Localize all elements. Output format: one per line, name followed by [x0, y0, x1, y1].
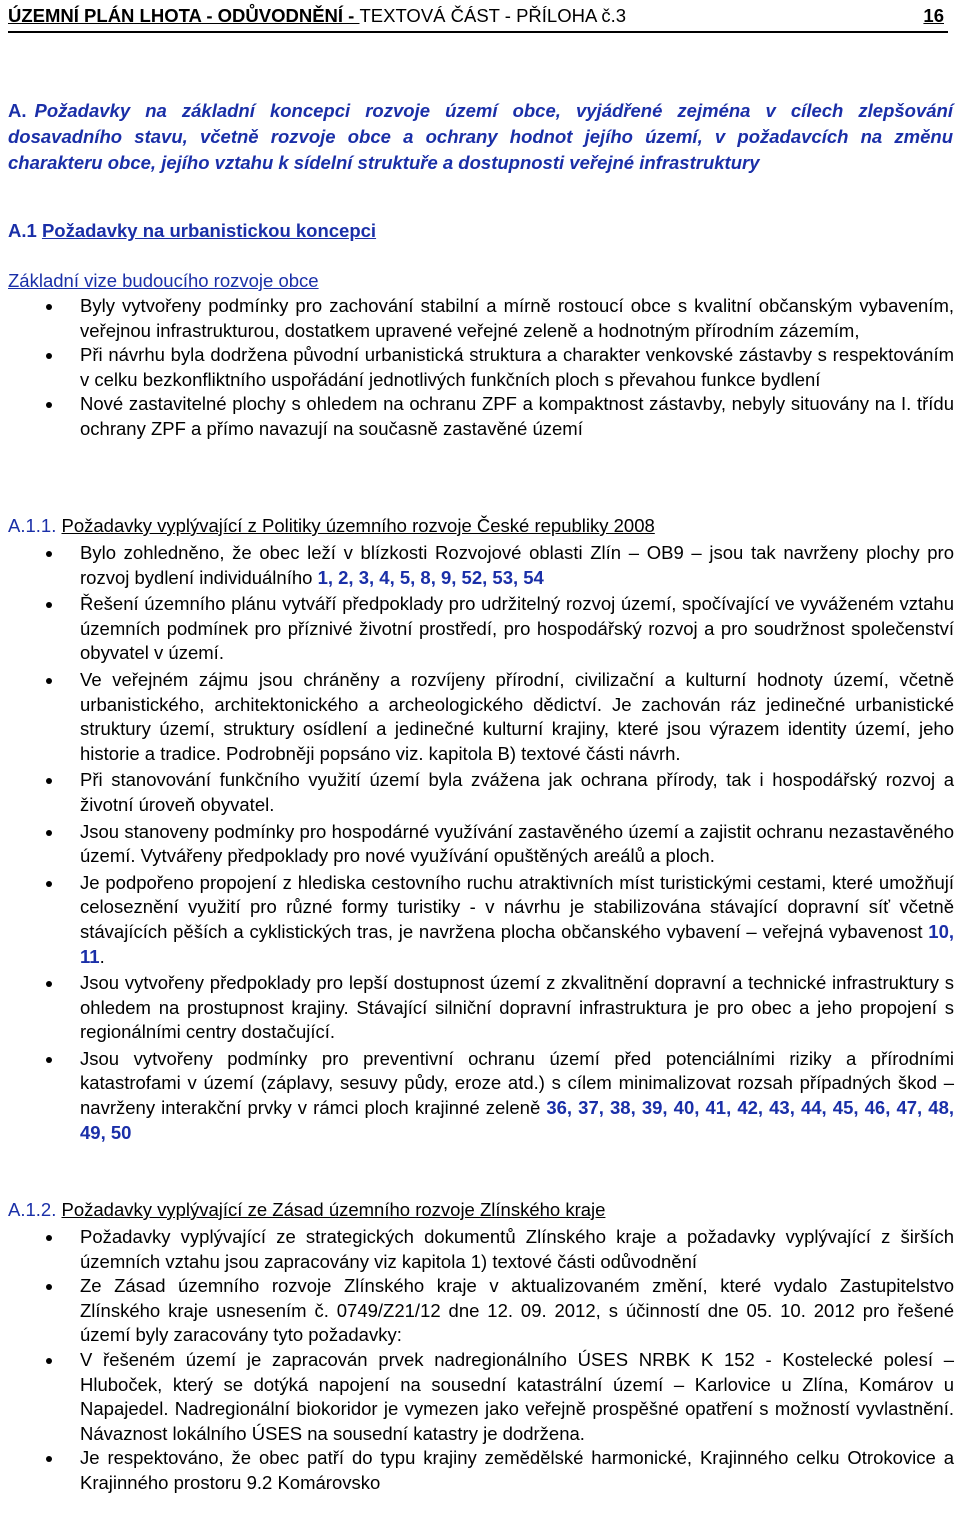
a12-list [8, 1225, 954, 1496]
page-header [8, 0, 948, 33]
list-item [8, 668, 954, 766]
section-a1-code: A.1 [8, 220, 42, 241]
list-item-text: Nové zastavitelné plochy s ohledem na ochranu ZPF a kompaktnost zástavby, nebyly situovány na I. třídu ochrany ZPF a přímo navazují na současně zastavěné území [80, 393, 954, 439]
list-item [8, 871, 954, 969]
vision-list [8, 294, 954, 442]
list-item [8, 1446, 954, 1495]
list-item [8, 541, 954, 590]
plot-refs: 36, 37, 38, 39, 40, 41, 42, 43, 44, 45, 46, 47, 48, 49, 50 [80, 1097, 955, 1143]
list-item-tail: . [99, 945, 105, 967]
list-item-text: Ve veřejném zájmu jsou chráněny a rozvíjeny přírodní, civilizační a kulturní hodnoty území, včetně urbanistického, architektonického a archeologického dědictví. Je zachován ráz jedinečné urbanistické struktury území, struktury osídlení a jedinečné kulturní krajiny, které jsou výrazem identity území, jeho historie a tradice. Podrobněji popsáno viz. kapitola B) textové části návrh. [80, 668, 954, 764]
bullet-icon [46, 551, 52, 557]
page-number: 16 [923, 5, 944, 26]
bullet-icon [46, 602, 52, 608]
header-title-bold: ÚZEMNÍ PLÁN LHOTA - ODŮVODNĚNÍ - [8, 5, 360, 26]
bullet-icon [46, 1456, 52, 1462]
list-item-text: Jsou vytvořeny předpoklady pro lepší dostupnost území z zkvalitnění dopravní a technické infrastruktury s ohledem na prostupnost krajiny. Stávající silniční dopravní infrastruktura je pro obec a jeho propojení s regionálními centry dostačující. [80, 972, 954, 1043]
section-a11-code: A.1.1. [8, 515, 62, 536]
section-a11-title: Požadavky vyplývající z Politiky územního rozvoje České republiky 2008 [61, 515, 655, 536]
list-item [8, 1348, 954, 1446]
plot-refs: 1, 2, 3, 4, 5, 8, 9, 52, 53, 54 [317, 566, 544, 588]
vision-title: Základní vize budoucího rozvoje obce [8, 270, 319, 291]
bullet-icon [46, 678, 52, 684]
section-a-title: Požadavky na základní koncepci rozvoje území obce, vyjádřené zejména v cílech zlepšování dosavadního stavu, včetně rozvoje obce a ochrany hodnot jejího území, v požadavcích na změnu charakteru obce, jejího vztahu k sídelní struktuře a dostupnosti veřejné infrastruktury [8, 100, 953, 173]
bullet-icon [46, 1235, 52, 1241]
section-a1-title: Požadavky na urbanistickou koncepci [41, 220, 377, 241]
list-item [8, 294, 954, 343]
header-title-normal: TEXTOVÁ ČÁST - PŘÍLOHA č.3 [359, 5, 627, 26]
list-item-text: Jsou vytvořeny podmínky pro preventivní ochranu území před potenciálními riziky a přírodními katastrofami v území (záplavy, sesuvy půdy, eroze atd.) s cílem minimalizovat rozsah případných škod – navrženy interakční prvky v rámci ploch krajinné zeleně [80, 1047, 954, 1119]
bullet-icon [46, 1358, 52, 1364]
section-a12-heading [8, 1199, 605, 1221]
list-item [8, 343, 954, 392]
bullet-icon [46, 402, 52, 408]
list-item [8, 392, 954, 441]
list-item-text: Bylo zohledněno, že obec leží v blízkosti Rozvojové oblasti Zlín – OB9 – jsou tak navrženy plochy pro rozvoj bydlení individuálního [80, 542, 954, 588]
list-item [8, 1047, 954, 1145]
list-item-text: Byly vytvořeny podmínky pro zachování stabilní a mírně rostoucí obce s kvalitní občanským vybavením, veřejnou infrastrukturou, dostatkem upravené veřejné zeleně a hodnotným přírodním zázemím, [80, 295, 954, 341]
bullet-icon [46, 881, 52, 887]
list-item [8, 592, 954, 666]
bullet-icon [46, 304, 52, 310]
bullet-icon [46, 1284, 52, 1290]
list-item-text: Je respektováno, že obec patří do typu krajiny zemědělské harmonické, Krajinného celku Otrokovice a Krajinného prostoru 9.2 Komárovsko [80, 1447, 954, 1493]
list-item-text: Řešení územního plánu vytváří předpoklady pro udržitelný rozvoj území, spočívající ve vyváženém vztahu územních podmínek pro příznivé životní prostředí, pro hospodářský rozvoj a pro soudržnost společenství obyvatel v území. [80, 593, 954, 664]
list-item-text: Ze Zásad územního rozvoje Zlínského kraje v aktualizovaném změní, které vydalo Zastupitelstvo Zlínského kraje usnesením č. 0749/Z21/12 dne 12. 09. 2012, s účinností dne 05. 10. 2012 pro řešené území byly zaracovány tyto požadavky: [80, 1275, 954, 1346]
plot-refs: 10, 11 [80, 920, 954, 967]
section-a12-code: A.1.2. [8, 1199, 62, 1220]
section-a12-title: Požadavky vyplývající ze Zásad územního rozvoje Zlínského kraje [61, 1199, 606, 1220]
bullet-icon [46, 830, 52, 836]
list-item-text: Je podpořeno propojení z hlediska cestovního ruchu atraktivních míst turistickými cestami, které umožňují celoseznění využití pro různé formy turistiky - v návrhu je stabilizována stávající dopravní síť včetně stávajících pěších a cyklistických tras, je navržena plocha občanského vybavení – veřejná vybavenost [80, 871, 954, 942]
section-a1-heading [8, 220, 376, 242]
list-item-text: Při stanovování funkčního využití území byla zvážena jak ochrana přírody, tak i hospodářský rozvoj a životní úroveň obyvatel. [80, 769, 954, 815]
list-item [8, 768, 954, 817]
list-item [8, 820, 954, 869]
header-title [8, 5, 626, 27]
list-item-text: V řešeném území je zapracován prvek nadregionálního ÚSES NRBK K 152 - Kostelecké polesí – Hluboček, který se dotýká napojení na sousední katastrální území – Karlovice u Zlína, Komárov u Napajedel. Nadregionální biokoridor je vymezen jako veřejně prospěšné opatření s možností vyvlastnění. Návaznost lokálního ÚSES na sousední katastry je dodržena. [80, 1348, 954, 1444]
a11-list [8, 541, 954, 1145]
bullet-icon [46, 981, 52, 987]
bullet-icon [46, 353, 52, 359]
list-item-text: Požadavky vyplývající ze strategických dokumentů Zlínského kraje a požadavky vyplývající z širších územních vztahu jsou zapracovány viz kapitola 1) textové části odůvodnění [80, 1226, 954, 1272]
bullet-icon [46, 1057, 52, 1063]
section-a-heading [8, 98, 953, 176]
list-item-text: Jsou stanoveny podmínky pro hospodárné využívání zastavěného území a zajistit ochranu nezastavěného území. Vytvářeny předpoklady pro nové využívání opuštěných areálů a ploch. [80, 820, 954, 867]
list-item [8, 971, 954, 1045]
list-item [8, 1225, 954, 1274]
section-a-letter: A. [8, 100, 27, 121]
list-item-text: Při návrhu byla dodržena původní urbanistická struktura a charakter venkovské zástavby s respektováním v celku bezkonfliktního uspořádání jednotlivých funkčních ploch s převahou funkce bydlení [80, 344, 954, 390]
bullet-icon [46, 778, 52, 784]
list-item [8, 1274, 954, 1348]
section-a11-heading [8, 515, 655, 537]
